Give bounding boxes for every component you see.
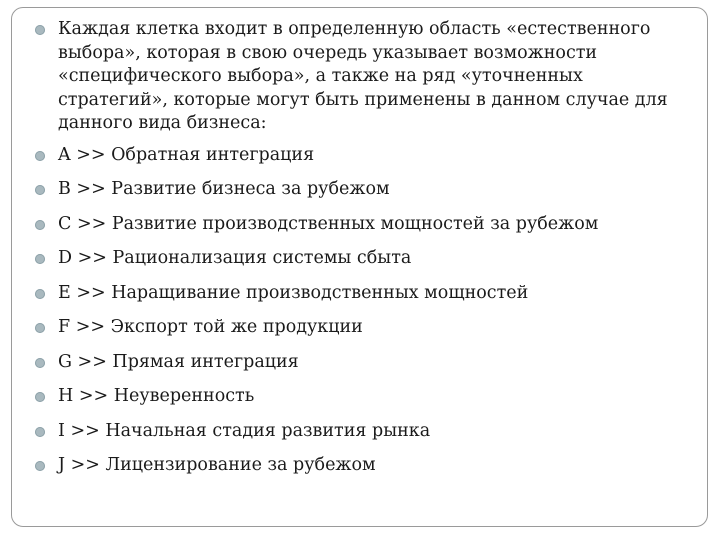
bullet-icon [35,461,45,471]
list-item-c [32,213,672,248]
bullet-icon [35,289,45,299]
bullet-icon [35,185,45,195]
list-item-text: D >> Рационализация системы сбыта [58,248,412,268]
list-item-text: F >> Экспорт той же продукции [58,317,363,337]
list-item-text: J >> Лицензирование за рубежом [58,455,376,475]
list-item-text: G >> Прямая интеграция [58,351,299,372]
list-item-a [32,144,672,179]
list-item-text: C >> Развитие производственных мощностей за рубежом [58,213,599,234]
bullet-icon [35,392,45,402]
list-item-text: H >> Неуверенность [58,386,255,406]
intro-text: Каждая клетка входит в определенную область «естественного выбора», которая в свою очередь указывает возможности «специфического выбора», а также на ряд «уточненных стратегий», которые могут быть применены в данном случае для данного вида бизнеса: [58,19,668,133]
bullet-icon [35,25,45,35]
bullet-list [32,18,672,489]
list-item-h [32,385,672,420]
list-item-j [32,454,672,489]
list-item-text: A >> Обратная интеграция [58,144,315,165]
list-item-b [32,178,672,213]
list-item-text: I >> Начальная стадия развития рынка [58,420,431,441]
intro-paragraph [32,18,672,136]
bullet-icon [35,151,45,161]
bullet-icon [35,427,45,437]
list-item-text: E >> Наращивание производственных мощностей [58,282,529,303]
bullet-icon [35,254,45,264]
bullet-icon [35,220,45,230]
bullet-icon [35,323,45,333]
list-item-f [32,316,672,351]
list-item-e [32,282,672,317]
bullet-icon [35,358,45,368]
list-item-g [32,351,672,386]
list-item-text: B >> Развитие бизнеса за рубежом [58,179,390,199]
list-item-d [32,247,672,282]
list-item-i [32,420,672,455]
